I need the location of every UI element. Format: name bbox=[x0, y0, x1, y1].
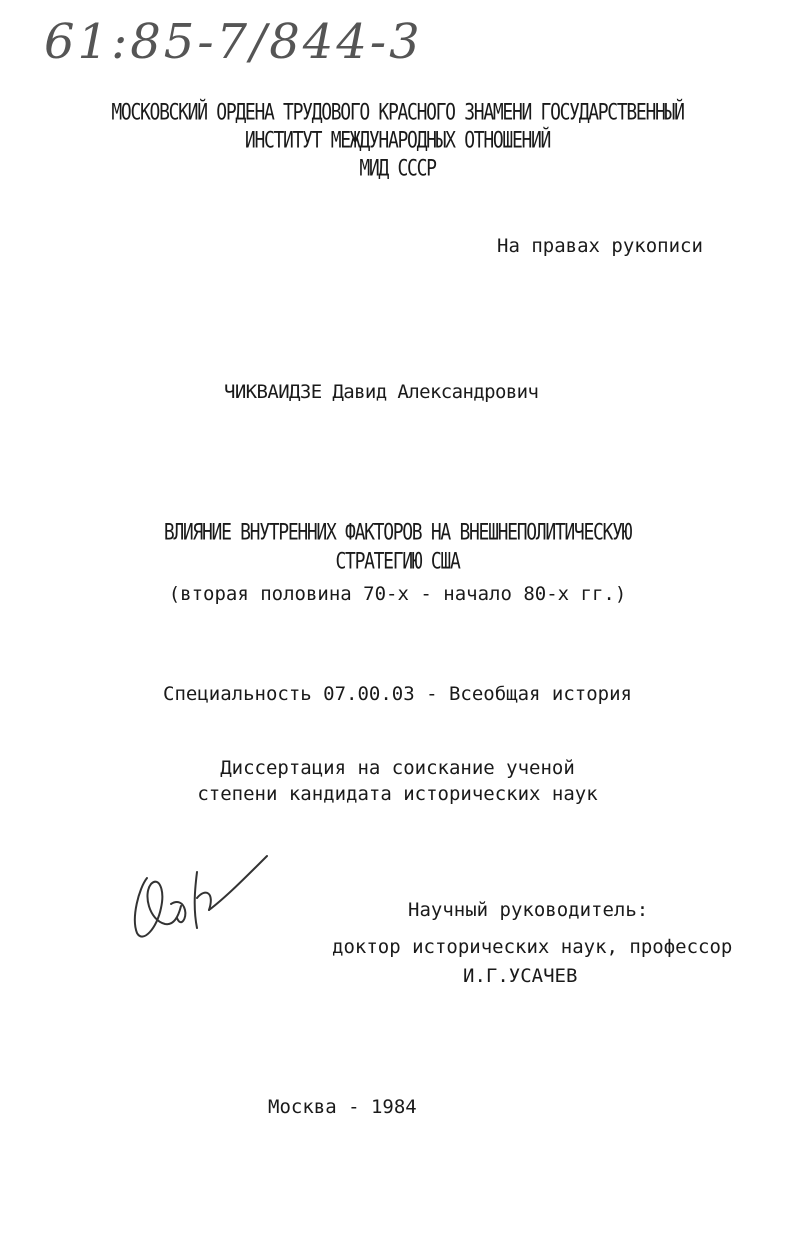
institution-line-2: ИНСТИТУТ МЕЖДУНАРОДНЫХ ОТНОШЕНИЙ bbox=[244, 127, 551, 154]
place-year: Москва - 1984 bbox=[268, 1096, 417, 1118]
dissertation-line-2: степени кандидата исторических наук bbox=[197, 783, 598, 805]
supervisor-label: Научный руководитель: bbox=[408, 899, 649, 921]
institution-line-1: МОСКОВСКИЙ ОРДЕНА ТРУДОВОГО КРАСНОГО ЗНАМЕНИ ГОСУДАРСТВЕННЫЙ bbox=[111, 99, 684, 126]
title-period: (вторая половина 70-х - начало 80-х гг.) bbox=[168, 583, 627, 605]
specialty: Специальность 07.00.03 - Всеобщая история bbox=[163, 683, 632, 705]
dissertation-line-1: Диссертация на соискание ученой bbox=[220, 757, 575, 779]
signature bbox=[125, 848, 275, 948]
rights-note: На правах рукописи bbox=[497, 235, 703, 257]
institution-line-3: МИД СССР bbox=[359, 155, 436, 182]
handwritten-archive-code: 61:85-7/844-3 bbox=[44, 14, 423, 70]
supervisor-name: И.Г.УСАЧЕВ bbox=[463, 965, 578, 987]
title-line-1: ВЛИЯНИЕ ВНУТРЕННИХ ФАКТОРОВ НА ВНЕШНЕПОЛИТИЧЕСКУЮ bbox=[163, 519, 632, 546]
title-line-2: СТРАТЕГИЮ США bbox=[335, 548, 460, 575]
supervisor-degree: доктор исторических наук, профессор bbox=[332, 936, 733, 958]
author-name: ЧИКВАИДЗЕ Давид Александрович bbox=[224, 381, 539, 403]
